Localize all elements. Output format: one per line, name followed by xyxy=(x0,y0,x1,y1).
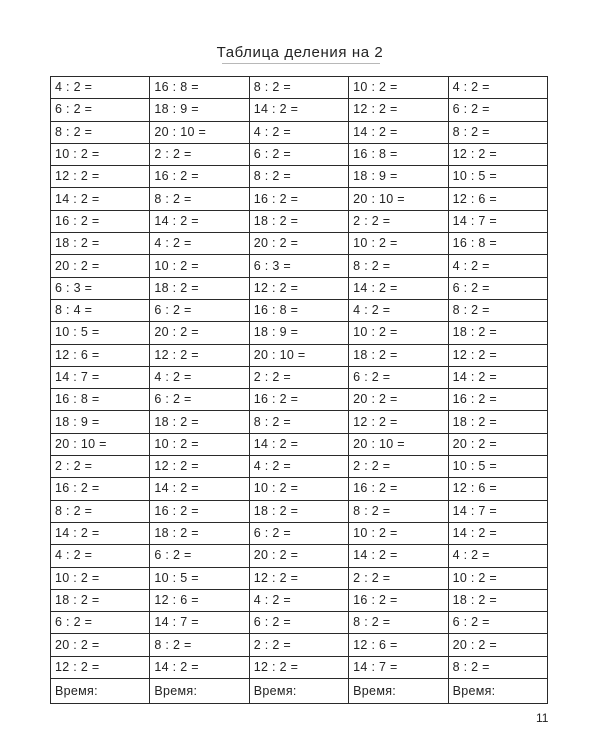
example-cell: 12 : 2 = xyxy=(249,277,348,299)
example-cell: 16 : 8 = xyxy=(51,389,150,411)
example-cell: 20 : 2 = xyxy=(448,634,547,656)
example-cell: 6 : 3 = xyxy=(249,255,348,277)
example-cell: 2 : 2 = xyxy=(249,366,348,388)
example-cell: 14 : 2 = xyxy=(249,99,348,121)
example-cell: 10 : 5 = xyxy=(150,567,249,589)
table-row xyxy=(51,121,548,143)
page-number: 11 xyxy=(536,711,549,725)
example-cell: 18 : 2 = xyxy=(150,411,249,433)
example-cell: 6 : 2 = xyxy=(349,366,448,388)
example-cell: 4 : 2 = xyxy=(349,299,448,321)
example-cell: 12 : 2 = xyxy=(249,656,348,678)
example-cell: 18 : 9 = xyxy=(249,322,348,344)
example-cell: 20 : 2 = xyxy=(249,545,348,567)
example-cell: 16 : 2 = xyxy=(51,210,150,232)
example-cell: 16 : 2 = xyxy=(349,589,448,611)
example-cell: 2 : 2 = xyxy=(150,143,249,165)
example-cell: 12 : 2 = xyxy=(349,99,448,121)
example-cell: 10 : 2 = xyxy=(349,522,448,544)
time-cell: Время: xyxy=(51,679,150,704)
example-cell: 14 : 7 = xyxy=(349,656,448,678)
example-cell: 16 : 2 = xyxy=(349,478,448,500)
table-row xyxy=(51,233,548,255)
example-cell: 20 : 2 = xyxy=(249,233,348,255)
table-row xyxy=(51,166,548,188)
table-row xyxy=(51,634,548,656)
example-cell: 10 : 2 = xyxy=(150,255,249,277)
time-cell: Время: xyxy=(349,679,448,704)
example-cell: 6 : 3 = xyxy=(51,277,150,299)
example-cell: 6 : 2 = xyxy=(249,522,348,544)
page-title: Таблица деления на 2 xyxy=(216,44,384,61)
table-row xyxy=(51,545,548,567)
example-cell: 12 : 6 = xyxy=(51,344,150,366)
example-cell: 18 : 2 = xyxy=(448,411,547,433)
example-cell: 18 : 9 = xyxy=(150,99,249,121)
table-row xyxy=(51,612,548,634)
example-cell: 14 : 2 = xyxy=(150,478,249,500)
example-cell: 8 : 2 = xyxy=(150,634,249,656)
table-row xyxy=(51,456,548,478)
example-cell: 20 : 10 = xyxy=(51,433,150,455)
example-cell: 2 : 2 = xyxy=(349,456,448,478)
title-underline xyxy=(222,63,380,64)
example-cell: 14 : 2 = xyxy=(51,188,150,210)
example-cell: 14 : 2 = xyxy=(349,545,448,567)
example-cell: 12 : 2 = xyxy=(51,656,150,678)
example-cell: 20 : 10 = xyxy=(150,121,249,143)
example-cell: 12 : 2 = xyxy=(448,344,547,366)
example-cell: 16 : 2 = xyxy=(150,166,249,188)
table-row xyxy=(51,277,548,299)
division-table-body xyxy=(51,77,548,704)
example-cell: 18 : 2 = xyxy=(150,522,249,544)
table-row xyxy=(51,522,548,544)
example-cell: 6 : 2 = xyxy=(448,612,547,634)
example-cell: 12 : 2 = xyxy=(150,456,249,478)
example-cell: 14 : 7 = xyxy=(150,612,249,634)
example-cell: 12 : 2 = xyxy=(51,166,150,188)
example-cell: 4 : 2 = xyxy=(249,589,348,611)
example-cell: 14 : 7 = xyxy=(448,500,547,522)
example-cell: 10 : 2 = xyxy=(51,567,150,589)
example-cell: 8 : 2 = xyxy=(448,121,547,143)
example-cell: 6 : 2 = xyxy=(448,99,547,121)
table-row xyxy=(51,77,548,99)
example-cell: 10 : 2 = xyxy=(249,478,348,500)
example-cell: 10 : 2 = xyxy=(349,77,448,99)
example-cell: 4 : 2 = xyxy=(249,121,348,143)
example-cell: 20 : 2 = xyxy=(150,322,249,344)
time-row xyxy=(51,679,548,704)
example-cell: 16 : 2 = xyxy=(249,188,348,210)
example-cell: 10 : 2 = xyxy=(448,567,547,589)
example-cell: 2 : 2 = xyxy=(349,210,448,232)
table-row xyxy=(51,210,548,232)
example-cell: 4 : 2 = xyxy=(150,233,249,255)
example-cell: 16 : 8 = xyxy=(150,77,249,99)
example-cell: 16 : 8 = xyxy=(249,299,348,321)
example-cell: 20 : 10 = xyxy=(349,433,448,455)
table-row xyxy=(51,478,548,500)
example-cell: 6 : 2 = xyxy=(150,389,249,411)
example-cell: 8 : 2 = xyxy=(249,166,348,188)
example-cell: 6 : 2 = xyxy=(448,277,547,299)
example-cell: 20 : 2 = xyxy=(51,634,150,656)
example-cell: 10 : 2 = xyxy=(349,233,448,255)
example-cell: 10 : 2 = xyxy=(150,433,249,455)
table-row xyxy=(51,656,548,678)
table-row xyxy=(51,299,548,321)
example-cell: 8 : 2 = xyxy=(448,656,547,678)
example-cell: 18 : 2 = xyxy=(51,233,150,255)
example-cell: 14 : 2 = xyxy=(150,210,249,232)
example-cell: 18 : 2 = xyxy=(349,344,448,366)
example-cell: 4 : 2 = xyxy=(448,545,547,567)
table-row xyxy=(51,589,548,611)
example-cell: 8 : 2 = xyxy=(349,255,448,277)
table-row xyxy=(51,500,548,522)
example-cell: 4 : 2 = xyxy=(448,255,547,277)
example-cell: 6 : 2 = xyxy=(249,612,348,634)
time-cell: Время: xyxy=(249,679,348,704)
time-cell: Время: xyxy=(150,679,249,704)
division-table xyxy=(50,76,548,704)
example-cell: 14 : 2 = xyxy=(349,277,448,299)
example-cell: 10 : 5 = xyxy=(51,322,150,344)
example-cell: 14 : 7 = xyxy=(51,366,150,388)
example-cell: 12 : 2 = xyxy=(150,344,249,366)
example-cell: 16 : 2 = xyxy=(448,389,547,411)
example-cell: 6 : 2 = xyxy=(249,143,348,165)
table-row xyxy=(51,344,548,366)
example-cell: 6 : 2 = xyxy=(51,612,150,634)
example-cell: 18 : 2 = xyxy=(249,210,348,232)
example-cell: 16 : 2 = xyxy=(249,389,348,411)
table-row xyxy=(51,99,548,121)
example-cell: 12 : 6 = xyxy=(150,589,249,611)
example-cell: 2 : 2 = xyxy=(349,567,448,589)
example-cell: 8 : 2 = xyxy=(349,500,448,522)
example-cell: 20 : 10 = xyxy=(249,344,348,366)
example-cell: 12 : 2 = xyxy=(349,411,448,433)
example-cell: 12 : 6 = xyxy=(349,634,448,656)
example-cell: 8 : 2 = xyxy=(51,121,150,143)
example-cell: 10 : 2 = xyxy=(51,143,150,165)
example-cell: 6 : 2 = xyxy=(150,299,249,321)
example-cell: 8 : 4 = xyxy=(51,299,150,321)
example-cell: 16 : 8 = xyxy=(349,143,448,165)
example-cell: 6 : 2 = xyxy=(51,99,150,121)
example-cell: 10 : 5 = xyxy=(448,166,547,188)
example-cell: 20 : 2 = xyxy=(448,433,547,455)
example-cell: 4 : 2 = xyxy=(51,545,150,567)
example-cell: 14 : 7 = xyxy=(448,210,547,232)
time-cell: Время: xyxy=(448,679,547,704)
example-cell: 2 : 2 = xyxy=(249,634,348,656)
example-cell: 8 : 2 = xyxy=(51,500,150,522)
table-row xyxy=(51,567,548,589)
example-cell: 8 : 2 = xyxy=(150,188,249,210)
example-cell: 14 : 2 = xyxy=(51,522,150,544)
example-cell: 18 : 2 = xyxy=(249,500,348,522)
example-cell: 18 : 2 = xyxy=(150,277,249,299)
example-cell: 12 : 6 = xyxy=(448,188,547,210)
example-cell: 20 : 10 = xyxy=(349,188,448,210)
example-cell: 16 : 2 = xyxy=(51,478,150,500)
example-cell: 18 : 9 = xyxy=(51,411,150,433)
example-cell: 8 : 2 = xyxy=(448,299,547,321)
example-cell: 16 : 8 = xyxy=(448,233,547,255)
example-cell: 8 : 2 = xyxy=(349,612,448,634)
example-cell: 14 : 2 = xyxy=(448,366,547,388)
table-row xyxy=(51,389,548,411)
example-cell: 2 : 2 = xyxy=(51,456,150,478)
example-cell: 18 : 2 = xyxy=(51,589,150,611)
example-cell: 6 : 2 = xyxy=(150,545,249,567)
example-cell: 10 : 5 = xyxy=(448,456,547,478)
example-cell: 18 : 2 = xyxy=(448,589,547,611)
example-cell: 4 : 2 = xyxy=(150,366,249,388)
example-cell: 14 : 2 = xyxy=(150,656,249,678)
table-row xyxy=(51,143,548,165)
example-cell: 10 : 2 = xyxy=(349,322,448,344)
example-cell: 4 : 2 = xyxy=(51,77,150,99)
example-cell: 8 : 2 = xyxy=(249,77,348,99)
table-row xyxy=(51,433,548,455)
example-cell: 12 : 2 = xyxy=(448,143,547,165)
example-cell: 20 : 2 = xyxy=(349,389,448,411)
example-cell: 12 : 6 = xyxy=(448,478,547,500)
example-cell: 12 : 2 = xyxy=(249,567,348,589)
example-cell: 4 : 2 = xyxy=(448,77,547,99)
example-cell: 14 : 2 = xyxy=(448,522,547,544)
table-row xyxy=(51,255,548,277)
table-row xyxy=(51,366,548,388)
table-row xyxy=(51,411,548,433)
example-cell: 18 : 9 = xyxy=(349,166,448,188)
example-cell: 18 : 2 = xyxy=(448,322,547,344)
example-cell: 8 : 2 = xyxy=(249,411,348,433)
example-cell: 16 : 2 = xyxy=(150,500,249,522)
example-cell: 14 : 2 = xyxy=(249,433,348,455)
example-cell: 14 : 2 = xyxy=(349,121,448,143)
example-cell: 20 : 2 = xyxy=(51,255,150,277)
table-row xyxy=(51,322,548,344)
table-row xyxy=(51,188,548,210)
example-cell: 4 : 2 = xyxy=(249,456,348,478)
